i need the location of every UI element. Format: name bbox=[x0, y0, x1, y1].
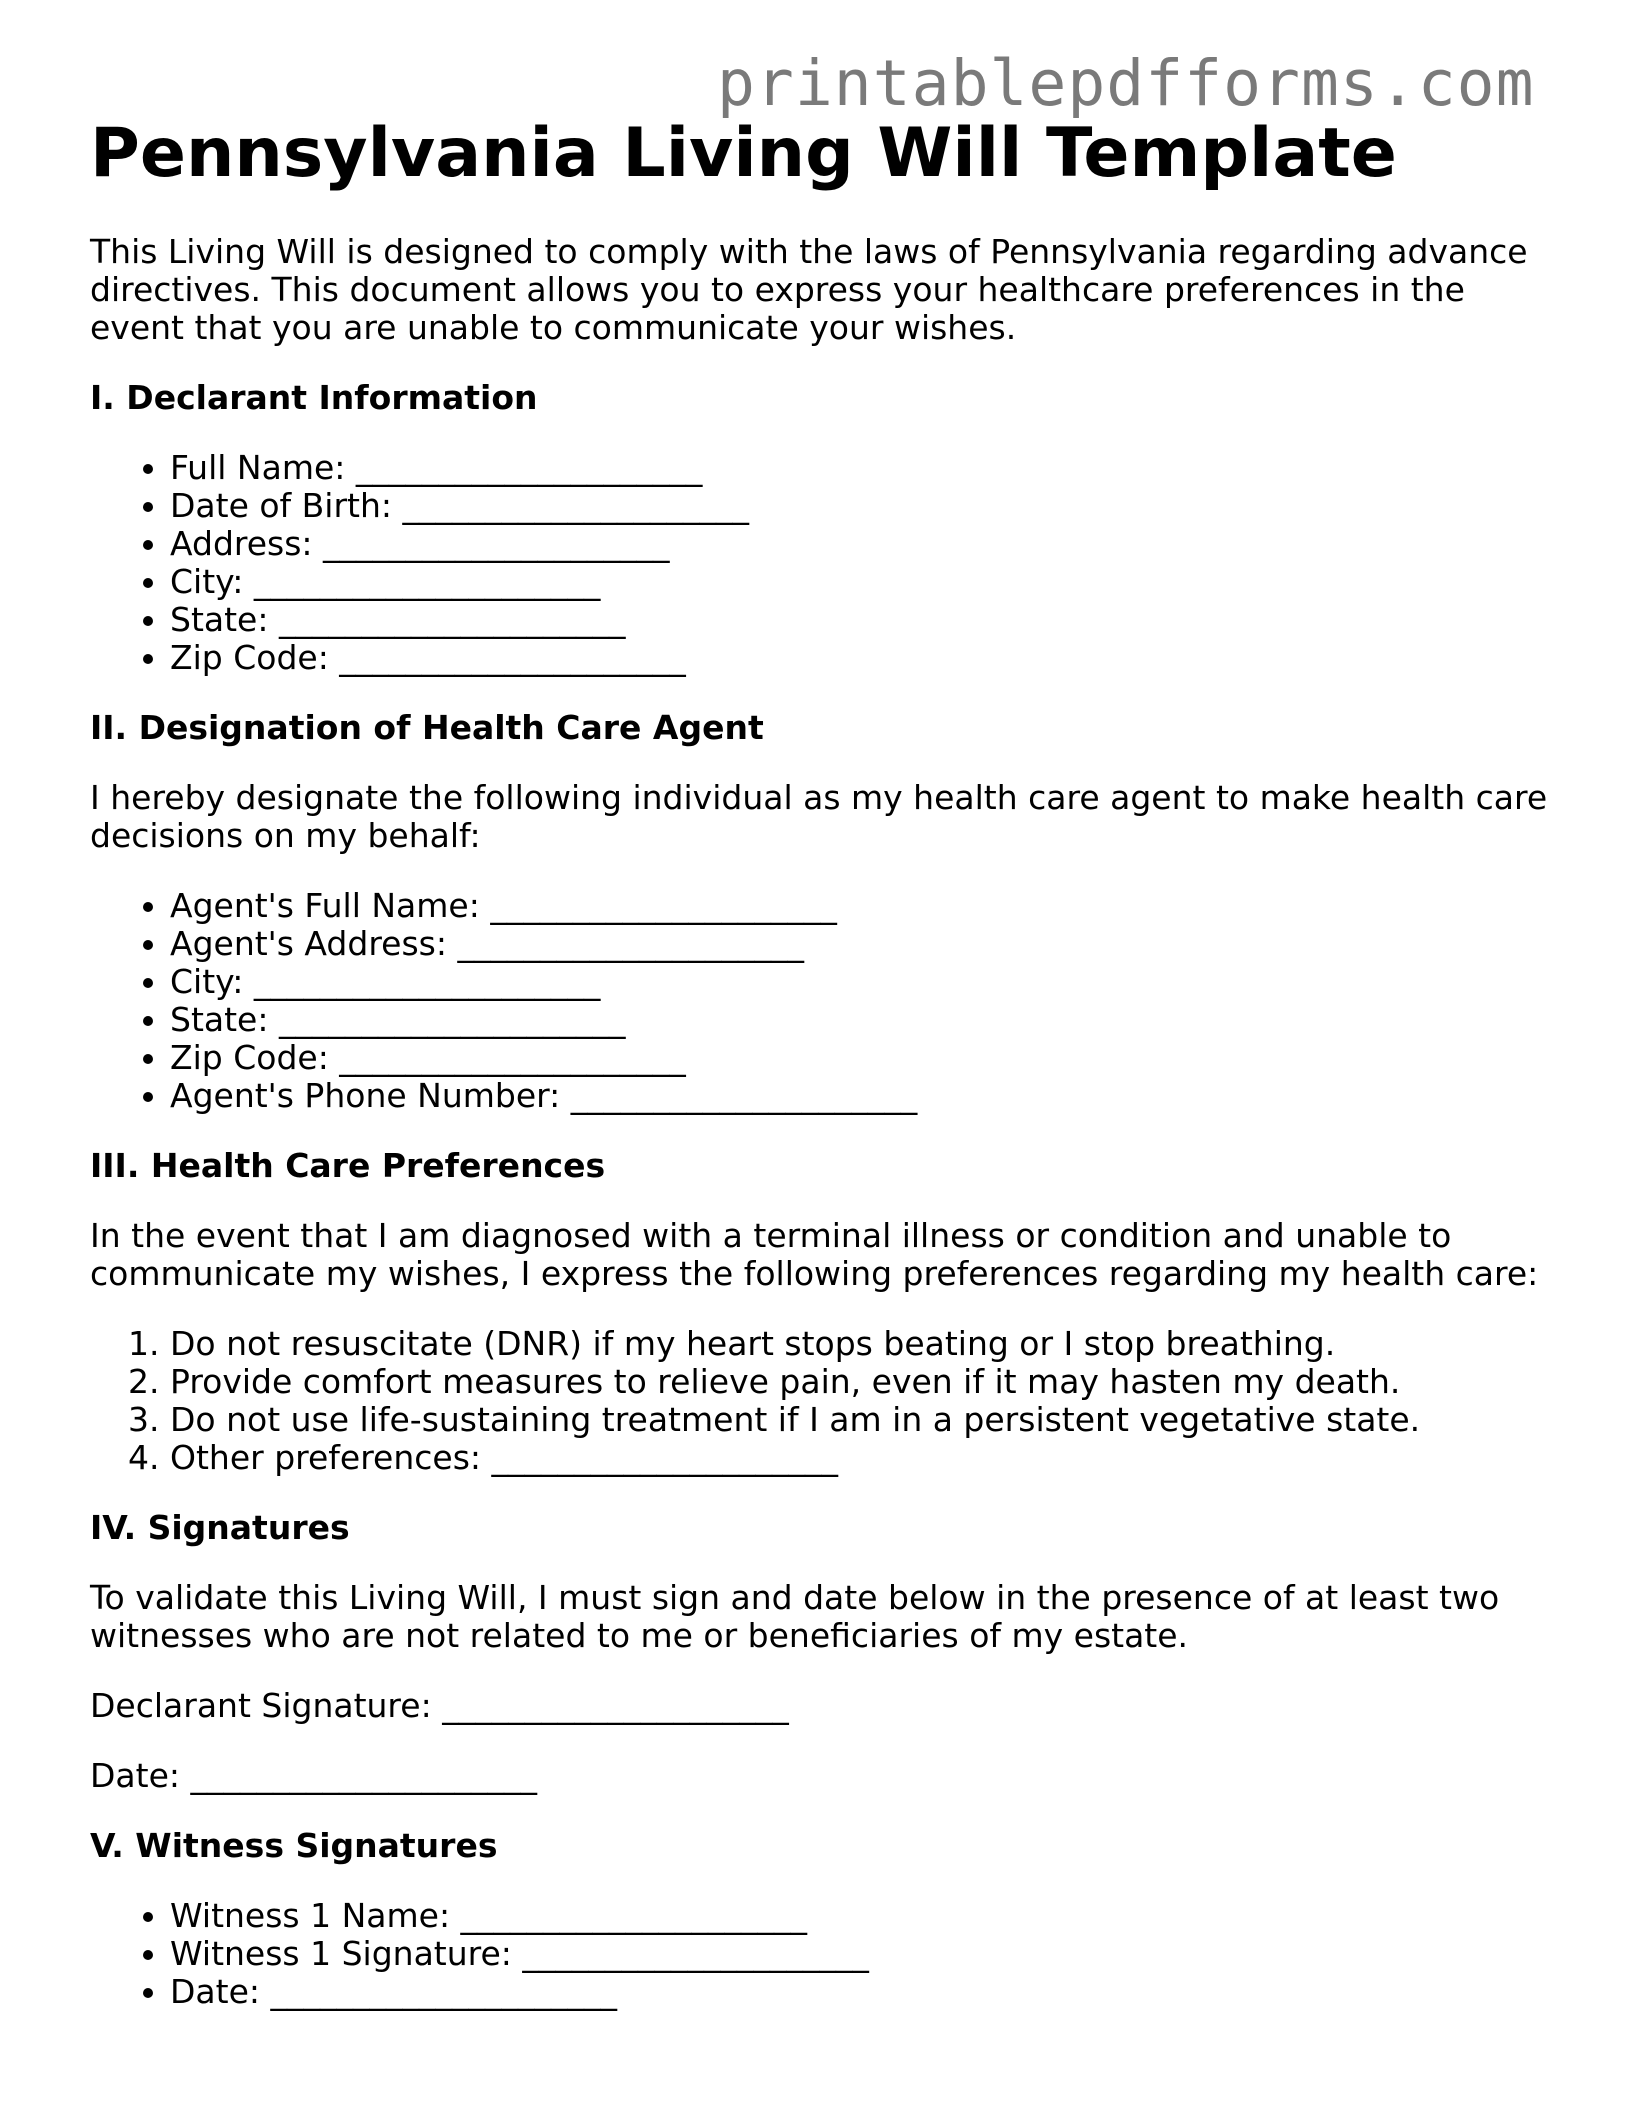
declarant-date-line: Date: _____________________ bbox=[90, 1756, 537, 1795]
list-item: 1. Do not resuscitate (DNR) if my heart stops beating or I stop breathing. bbox=[170, 1325, 1550, 1363]
list-item: • Date of Birth: _____________________ bbox=[170, 487, 1550, 525]
list-item: • Witness 1 Name: _____________________ bbox=[170, 1897, 1550, 1935]
list-item: • State: _____________________ bbox=[170, 1001, 1550, 1039]
intro-paragraph: This Living Will is designed to comply with the laws of Pennsylvania regarding advance directives. This document allows you to express your healthcare preferences in the event that you are unable to communicate your wishes. bbox=[90, 232, 1528, 347]
list-item: • Zip Code: _____________________ bbox=[170, 639, 1550, 677]
agent-paragraph: I hereby designate the following individual as my health care agent to make health care decisions on my behalf: bbox=[90, 778, 1548, 855]
list-item: • Zip Code: _____________________ bbox=[170, 1039, 1550, 1077]
signatures-paragraph: To validate this Living Will, I must sign and date below in the presence of at least two witnesses who are not related to me or beneficiaries of my estate. bbox=[90, 1578, 1500, 1655]
section-heading-signatures: IV. Signatures bbox=[90, 1508, 350, 1547]
section-heading-declarant: I. Declarant Information bbox=[90, 378, 538, 417]
witness-list bbox=[90, 1897, 1550, 2011]
list-item: • Date: _____________________ bbox=[170, 1973, 1550, 2011]
list-item: • Agent's Address: _____________________ bbox=[170, 925, 1550, 963]
section-heading-preferences: III. Health Care Preferences bbox=[90, 1146, 606, 1185]
list-item: 2. Provide comfort measures to relieve pain, even if it may hasten my death. bbox=[170, 1363, 1550, 1401]
list-item: • Full Name: _____________________ bbox=[170, 449, 1550, 487]
declarant-signature-line: Declarant Signature: _____________________ bbox=[90, 1686, 789, 1725]
document-page bbox=[90, 112, 1550, 2011]
site-watermark: printablepdfforms.com bbox=[717, 47, 1535, 120]
section-heading-witnesses: V. Witness Signatures bbox=[90, 1826, 498, 1865]
list-item: 3. Do not use life-sustaining treatment if I am in a persistent vegetative state. bbox=[170, 1401, 1550, 1439]
declarant-info-list bbox=[90, 449, 1550, 677]
list-item: 4. Other preferences: _____________________ bbox=[170, 1439, 1550, 1477]
list-item: • City: _____________________ bbox=[170, 563, 1550, 601]
list-item: • Agent's Phone Number: _____________________ bbox=[170, 1077, 1550, 1115]
document-title: Pennsylvania Living Will Template bbox=[90, 114, 1397, 193]
list-item: • Address: _____________________ bbox=[170, 525, 1550, 563]
list-item: • Agent's Full Name: _____________________ bbox=[170, 887, 1550, 925]
agent-info-list bbox=[90, 887, 1550, 1115]
preferences-paragraph: In the event that I am diagnosed with a terminal illness or condition and unable to communicate my wishes, I express the following preferences regarding my health care: bbox=[90, 1216, 1539, 1293]
list-item: • City: _____________________ bbox=[170, 963, 1550, 1001]
preferences-list bbox=[90, 1325, 1550, 1477]
list-item: • Witness 1 Signature: _____________________ bbox=[170, 1935, 1550, 1973]
section-heading-agent: II. Designation of Health Care Agent bbox=[90, 708, 764, 747]
list-item: • State: _____________________ bbox=[170, 601, 1550, 639]
